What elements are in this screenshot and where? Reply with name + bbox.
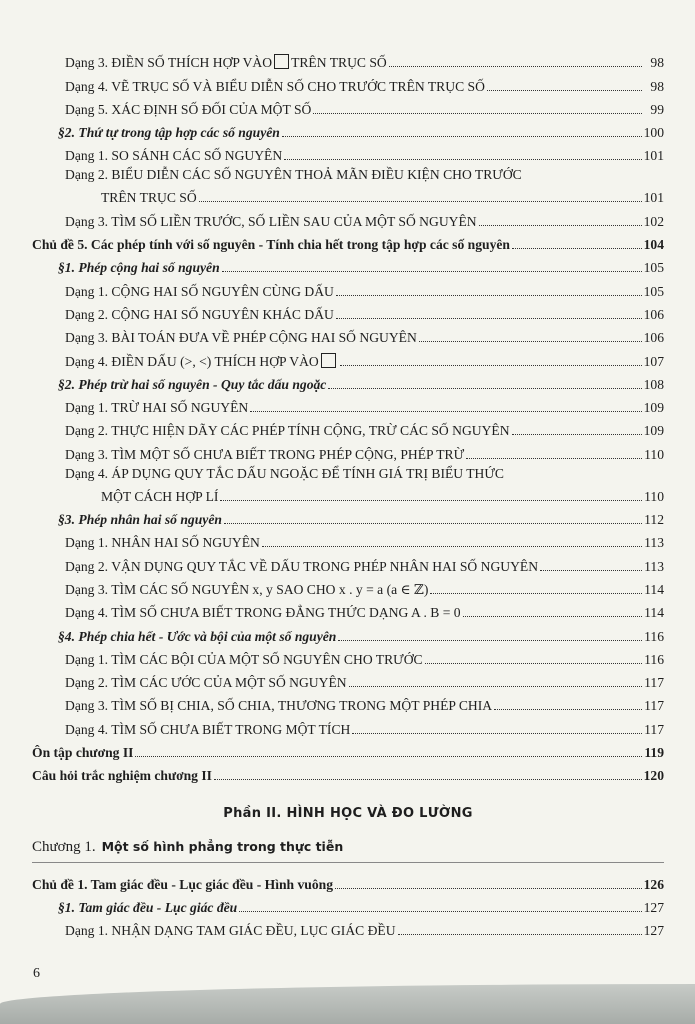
- dot-leader: [284, 159, 641, 160]
- toc-entry: [32, 370, 664, 393]
- toc-entry-text: Dạng 1. SO SÁNH CÁC SỐ NGUYÊN: [65, 148, 283, 164]
- toc-entry-page: 113: [644, 558, 664, 574]
- toc-entry-page: 117: [644, 721, 664, 737]
- toc-entry-text: Dạng 4. ÁP DỤNG QUY TẮC DẤU NGOẶC ĐỂ TÍNH GIÁ TRỊ BIỂU THỨC: [65, 465, 504, 481]
- dot-leader: [398, 934, 642, 935]
- toc-entry-text: Dạng 3. BÀI TOÁN ĐƯA VỀ PHÉP CỘNG HAI SỐ NGUYÊN: [65, 330, 417, 346]
- chapter-title: Một số hình phẳng trong thực tiễn: [101, 839, 344, 855]
- toc-entry-text: Chủ đề 1. Tam giác đều - Lục giác đều - Hình vuông: [32, 876, 334, 892]
- dot-leader: [135, 756, 642, 757]
- toc-entry-box-group: [272, 54, 387, 71]
- toc-entry-page: 117: [644, 698, 664, 714]
- dot-leader: [220, 500, 642, 501]
- toc-entry-page: 105: [643, 283, 664, 299]
- toc-entry: [32, 323, 664, 346]
- toc-entry: [32, 551, 664, 574]
- toc-entry-text: Chủ đề 5. Các phép tính với số nguyên - Tính chia hết trong tập hợp các số nguyên: [32, 237, 510, 253]
- dot-leader: [250, 411, 641, 412]
- toc-entry-text: Dạng 1. NHÂN HAI SỐ NGUYÊN: [65, 535, 260, 551]
- toc-entry-page: 119: [644, 745, 664, 761]
- toc-entry: [32, 505, 664, 528]
- empty-box-icon: [274, 54, 289, 69]
- toc-entry-page: 120: [643, 768, 664, 784]
- toc-entry: [32, 416, 664, 439]
- dot-leader: [336, 318, 642, 319]
- dot-leader: [340, 365, 642, 366]
- toc-entry: [32, 738, 664, 761]
- toc-entry-text: Dạng 2. TÌM CÁC ƯỚC CỦA MỘT SỐ NGUYÊN: [65, 675, 347, 691]
- toc-entry-page: 108: [643, 376, 664, 392]
- dot-leader: [540, 570, 642, 571]
- toc-entry: [32, 761, 664, 784]
- toc-entry: [32, 253, 664, 276]
- toc-entry: [32, 230, 664, 253]
- toc-entry: [32, 668, 664, 691]
- toc-entry-text: Dạng 4. TÌM SỐ CHƯA BIẾT TRONG MỘT TÍCH: [65, 721, 351, 737]
- toc-entry: [32, 645, 664, 668]
- toc-entry-text: Dạng 3. TÌM SỐ BỊ CHIA, SỐ CHIA, THƯƠNG TRONG MỘT PHÉP CHIA: [65, 698, 493, 714]
- dot-leader: [487, 90, 642, 91]
- dot-leader: [239, 911, 641, 912]
- toc-entry-page: 114: [644, 581, 664, 597]
- toc-entry-page: 110: [644, 446, 664, 462]
- toc-entry-page: 106: [643, 330, 664, 346]
- toc-entry-text: Dạng 3. TÌM CÁC SỐ NGUYÊN x, y SAO CHO x . y = a (a ∈ ℤ): [65, 581, 429, 597]
- toc-entry-text-continued: TRÊN TRỤC SỐ: [101, 190, 197, 206]
- toc-entry-text: Ôn tập chương II: [32, 745, 134, 761]
- dot-leader: [338, 640, 642, 641]
- toc-entry-page: 105: [643, 260, 664, 276]
- toc-entry-page: 101: [643, 148, 664, 164]
- toc-entry: [32, 916, 664, 939]
- toc-entry-text: §1. Tam giác đều - Lục giác đều: [58, 899, 238, 915]
- dot-leader: [282, 136, 642, 137]
- dot-leader: [335, 888, 642, 889]
- toc-entry: [32, 691, 664, 714]
- toc-entry: [32, 346, 664, 369]
- toc-entry-text: Dạng 2. CỘNG HAI SỐ NGUYÊN KHÁC DẤU: [65, 306, 334, 322]
- toc-entry-text-after: TRÊN TRỤC SỐ: [291, 55, 387, 71]
- dot-leader: [214, 779, 642, 780]
- chapter-divider: [32, 862, 664, 863]
- toc-entry-page: 100: [643, 125, 664, 141]
- toc-entry: [32, 598, 664, 621]
- toc-entry: [32, 206, 664, 229]
- footer-decoration: [0, 984, 695, 1024]
- toc-entry-text: Dạng 2. THỰC HIỆN DÃY CÁC PHÉP TÍNH CỘNG, TRỪ CÁC SỐ NGUYÊN: [65, 423, 510, 439]
- toc-entry-page: 99: [650, 101, 664, 117]
- dot-leader: [466, 458, 642, 459]
- toc-entry: [32, 48, 664, 71]
- part-title: Phần II. HÌNH HỌC VÀ ĐO LƯỜNG: [223, 806, 473, 822]
- toc-entry-page: 107: [643, 353, 664, 369]
- dot-leader: [419, 341, 642, 342]
- toc-entry-text: §1. Phép cộng hai số nguyên: [58, 260, 220, 276]
- toc-entry: [32, 893, 664, 916]
- toc-entry-text-continued: MỘT CÁCH HỢP LÍ: [101, 488, 219, 504]
- dot-leader: [494, 709, 642, 710]
- toc-entry: [32, 439, 664, 462]
- dot-leader: [479, 225, 642, 226]
- toc-entry-text: Dạng 4. TÌM SỐ CHƯA BIẾT TRONG ĐẲNG THỨC DẠNG A . B = 0: [65, 605, 461, 621]
- toc-entry: [32, 463, 664, 505]
- toc-entry-page: 127: [643, 923, 664, 939]
- dot-leader: [512, 434, 642, 435]
- table-of-contents: [32, 48, 664, 939]
- toc-section-top: [32, 48, 664, 784]
- toc-entry-text: Dạng 2. BIỂU DIỄN CÁC SỐ NGUYÊN THOẢ MÃN ĐIỀU KIỆN CHO TRƯỚC: [65, 167, 522, 183]
- toc-entry: [32, 528, 664, 551]
- dot-leader: [313, 113, 642, 114]
- toc-entry-text: Dạng 3. TÌM SỐ LIỀN TRƯỚC, SỐ LIỀN SAU CỦA MỘT SỐ NGUYÊN: [65, 213, 477, 229]
- toc-entry: [32, 141, 664, 164]
- toc-entry-text: Dạng 3. TÌM MỘT SỐ CHƯA BIẾT TRONG PHÉP CỘNG, PHÉP TRỪ: [65, 446, 465, 462]
- toc-entry-page: 113: [644, 535, 664, 551]
- toc-entry-page: 98: [650, 55, 664, 71]
- toc-entry-text: Dạng 1. TÌM CÁC BỘI CỦA MỘT SỐ NGUYÊN CHO TRƯỚC: [65, 651, 423, 667]
- dot-leader: [262, 546, 642, 547]
- dot-leader: [352, 733, 642, 734]
- dot-leader: [512, 248, 642, 249]
- chapter-label: Chương 1.: [32, 839, 96, 856]
- toc-entry: [32, 95, 664, 118]
- toc-entry-page: 104: [643, 237, 664, 253]
- toc-entry-page: 98: [650, 78, 664, 94]
- page-number: 6: [33, 966, 40, 981]
- toc-entry: [32, 71, 664, 94]
- dot-leader: [224, 523, 642, 524]
- toc-entry-text: Dạng 2. VẬN DỤNG QUY TẮC VỀ DẤU TRONG PHÉP NHÂN HAI SỐ NGUYÊN: [65, 558, 539, 574]
- chapter-heading: [32, 834, 664, 860]
- toc-entry: [32, 276, 664, 299]
- toc-entry: [32, 118, 664, 141]
- toc-entry: [32, 575, 664, 598]
- toc-entry-page: 101: [643, 190, 664, 206]
- toc-entry-page: 112: [644, 512, 664, 528]
- toc-entry: [32, 869, 664, 892]
- toc-entry-page: 117: [644, 675, 664, 691]
- toc-entry-page: 116: [644, 651, 664, 667]
- toc-entry: [32, 393, 664, 416]
- toc-entry-page: 127: [643, 899, 664, 915]
- toc-entry-text: Dạng 1. NHẬN DẠNG TAM GIÁC ĐỀU, LỤC GIÁC ĐỀU: [65, 923, 396, 939]
- dot-leader: [389, 66, 642, 67]
- toc-entry-page: 116: [644, 628, 664, 644]
- dot-leader: [222, 271, 642, 272]
- toc-entry-page: 106: [643, 306, 664, 322]
- toc-entry-page: 109: [643, 400, 664, 416]
- dot-leader: [430, 593, 642, 594]
- toc-entry: [32, 164, 664, 206]
- toc-entry-box-group: [319, 353, 338, 370]
- toc-entry-text: Dạng 1. TRỪ HAI SỐ NGUYÊN: [65, 400, 249, 416]
- toc-entry-text: Câu hỏi trắc nghiệm chương II: [32, 768, 212, 784]
- toc-entry-text: Dạng 3. ĐIỀN SỐ THÍCH HỢP VÀO: [65, 55, 273, 71]
- dot-leader: [199, 201, 642, 202]
- toc-entry-text: §3. Phép nhân hai số nguyên: [58, 512, 222, 528]
- toc-entry-text: Dạng 4. ĐIỀN DẤU (>, <) THÍCH HỢP VÀO: [65, 353, 319, 369]
- toc-entry-page: 102: [643, 213, 664, 229]
- toc-entry: [32, 714, 664, 737]
- toc-entry-text: §2. Phép trừ hai số nguyên - Quy tắc dấu ngoặc: [58, 376, 327, 392]
- dot-leader: [336, 295, 642, 296]
- dot-leader: [328, 388, 641, 389]
- toc-entry-text: Dạng 4. VẼ TRỤC SỐ VÀ BIỂU DIỄN SỐ CHO TRƯỚC TRÊN TRỤC SỐ: [65, 78, 485, 94]
- toc-section-bottom: [32, 869, 664, 939]
- toc-entry: [32, 300, 664, 323]
- toc-entry-page: 110: [644, 488, 664, 504]
- empty-box-icon: [321, 353, 336, 368]
- dot-leader: [425, 663, 642, 664]
- toc-entry-text: Dạng 1. CỘNG HAI SỐ NGUYÊN CÙNG DẤU: [65, 283, 334, 299]
- toc-entry: [32, 621, 664, 644]
- toc-entry-page: 114: [644, 605, 664, 621]
- toc-entry-page: 126: [643, 876, 664, 892]
- toc-entry-text: §4. Phép chia hết - Ước và bội của một số nguyên: [58, 628, 337, 644]
- dot-leader: [463, 616, 642, 617]
- toc-entry-page: 109: [643, 423, 664, 439]
- toc-entry-text: §2. Thứ tự trong tập hợp các số nguyên: [58, 125, 280, 141]
- toc-entry-text: Dạng 5. XÁC ĐỊNH SỐ ĐỐI CỦA MỘT SỐ: [65, 101, 312, 117]
- dot-leader: [349, 686, 642, 687]
